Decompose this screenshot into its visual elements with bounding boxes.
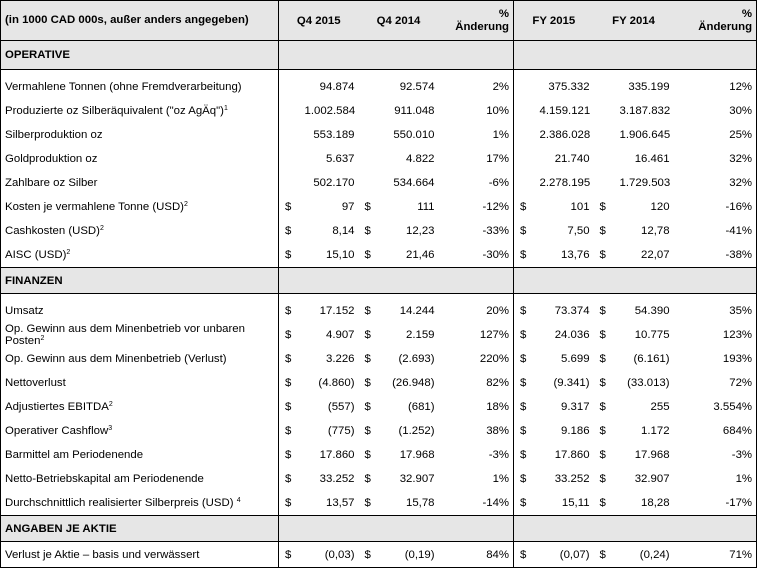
currency-sign: $ — [599, 425, 606, 437]
cell-fy-change: -41% — [674, 219, 757, 243]
row-label: Barmittel am Periodenende — [1, 443, 279, 467]
cell-q4-2014: 2.159 — [406, 329, 435, 341]
cell-q4-2014: (681) — [407, 401, 435, 413]
cell-q-change: 2% — [439, 70, 514, 100]
row-label: Umsatz — [1, 294, 279, 324]
row-label: Verlust je Aktie – basis und verwässert — [1, 542, 279, 568]
cell-fy-change: 193% — [674, 347, 757, 371]
section-title: ANGABEN JE AKTIE — [1, 516, 279, 542]
currency-sign: $ — [520, 329, 527, 341]
cell-q4-2015: 3.226 — [326, 353, 355, 365]
row-label: Vermahlene Tonnen (ohne Fremdverarbeitung) — [1, 70, 279, 100]
cell-q4-2014: 14.244 — [399, 305, 435, 317]
table-row — [1, 542, 757, 568]
row-label: Kosten je vermahlene Tonne (USD)$^2$ — [1, 195, 279, 219]
header-fy-2015: FY 2015 — [514, 1, 594, 41]
cell-q-change: 38% — [439, 419, 514, 443]
table-row — [1, 171, 757, 195]
cell-q4-2014: 911.048 — [394, 105, 435, 117]
currency-sign: $ — [359, 542, 381, 568]
cell-fy-2014: 1.172 — [641, 425, 670, 437]
cell-fy-2015: 101 — [570, 201, 590, 213]
row-label: Zahlbare oz Silber — [1, 171, 279, 195]
cell-fy-2014: (6.161) — [633, 353, 670, 365]
table-row — [1, 99, 757, 123]
cell-fy-2014: 1.729.503 — [619, 177, 671, 189]
currency-sign: $ — [520, 225, 527, 237]
cell-fy-2015: (9.341) — [553, 377, 590, 389]
cell-q4-2014: 550.010 — [393, 129, 435, 141]
table-row — [1, 491, 757, 516]
section-title: FINANZEN — [1, 268, 279, 294]
table-row — [1, 347, 757, 371]
currency-sign: $ — [364, 497, 371, 509]
cell-q4-2014: (0,19) — [381, 542, 439, 568]
section-title: OPERATIVE — [1, 41, 279, 70]
cell-q-change: 127% — [439, 323, 514, 347]
cell-fy-change: 35% — [674, 294, 757, 324]
table-row — [1, 371, 757, 395]
header-fy-change: % Änderung — [674, 1, 757, 41]
table-row — [1, 243, 757, 268]
cell-fy-2014: 1.906.645 — [619, 129, 671, 141]
cell-fy-2015: 13,76 — [561, 249, 590, 261]
header-q4-2015: Q4 2015 — [279, 1, 359, 41]
row-label: Op. Gewinn aus dem Minenbetrieb (Verlust) — [1, 347, 279, 371]
table-row — [1, 395, 757, 419]
cell-fy-change: 72% — [674, 371, 757, 395]
cell-fy-2014: 10.775 — [634, 329, 670, 341]
currency-sign: $ — [599, 449, 606, 461]
cell-fy-change: -16% — [674, 195, 757, 219]
section-finanzen — [1, 268, 757, 294]
cell-fy-2014: 22,07 — [641, 249, 670, 261]
cell-q4-2014: 15,78 — [406, 497, 435, 509]
cell-q4-2015: (557) — [327, 401, 355, 413]
currency-sign: $ — [599, 249, 606, 261]
currency-sign: $ — [599, 329, 606, 341]
cell-q4-2015: 1.002.584 — [304, 105, 356, 117]
cell-q4-2015: (4.860) — [318, 377, 355, 389]
currency-sign: $ — [279, 542, 301, 568]
cell-fy-2014: (33.013) — [627, 377, 670, 389]
cell-fy-2015: 4.159.121 — [539, 105, 591, 117]
header-label: (in 1000 CAD 000s, außer anders angegeben) — [1, 1, 279, 41]
currency-sign: $ — [279, 395, 301, 419]
currency-sign: $ — [520, 473, 527, 485]
currency-sign: $ — [514, 542, 536, 568]
table-row — [1, 195, 757, 219]
cell-q-change: -6% — [439, 171, 514, 195]
cell-q4-2015: 13,57 — [326, 497, 355, 509]
currency-sign: $ — [279, 467, 301, 491]
row-label: Durchschnittlich realisierter Silberpreis (USD) $^4$ — [1, 491, 279, 516]
cell-q-change: 220% — [439, 347, 514, 371]
row-label: Adjustiertes EBITDA$^2$ — [1, 395, 279, 419]
cell-fy-2014: 17.968 — [634, 449, 670, 461]
cell-q4-2014: (1.252) — [398, 425, 435, 437]
cell-fy-2015: 15,11 — [561, 497, 590, 509]
currency-sign: $ — [594, 542, 616, 568]
currency-sign: $ — [520, 377, 527, 389]
cell-q-change: 82% — [439, 371, 514, 395]
cell-fy-2014: 12,78 — [641, 225, 670, 237]
cell-q4-2015: 553.189 — [313, 129, 355, 141]
cell-fy-2014: 3.187.832 — [619, 105, 671, 117]
cell-q4-2014: 21,46 — [406, 249, 435, 261]
cell-q-change: 1% — [439, 123, 514, 147]
cell-fy-change: -17% — [674, 491, 757, 516]
cell-fy-2015: 5.699 — [561, 353, 590, 365]
cell-q4-2015: 4.907 — [326, 329, 355, 341]
cell-q4-2015: 5.637 — [326, 153, 355, 165]
currency-sign: $ — [520, 401, 527, 413]
currency-sign: $ — [279, 219, 301, 243]
currency-sign: $ — [364, 425, 371, 437]
cell-q4-2014: 534.664 — [393, 177, 435, 189]
cell-q-change: -14% — [439, 491, 514, 516]
currency-sign: $ — [599, 305, 606, 317]
cell-q-change: -3% — [439, 443, 514, 467]
cell-fy-2015: 9.317 — [561, 401, 590, 413]
cell-q4-2015: 94.874 — [319, 81, 355, 93]
cell-q-change: 84% — [439, 542, 514, 568]
cell-fy-2015: (0,07) — [536, 542, 594, 568]
row-label: Goldproduktion oz — [1, 147, 279, 171]
cell-q-change: 18% — [439, 395, 514, 419]
cell-q4-2015: (775) — [327, 425, 355, 437]
cell-fy-2015: 17.860 — [554, 449, 590, 461]
cell-fy-change: -3% — [674, 443, 757, 467]
row-label: Netto-Betriebskapital am Periodenende — [1, 467, 279, 491]
table-row — [1, 147, 757, 171]
cell-q4-2014: 12,23 — [406, 225, 435, 237]
currency-sign: $ — [599, 353, 606, 365]
header-row — [1, 1, 757, 41]
cell-q-change: 1% — [439, 467, 514, 491]
cell-q4-2014: 17.968 — [399, 449, 435, 461]
cell-fy-2015: 33.252 — [554, 473, 590, 485]
cell-fy-2014: 120 — [650, 201, 670, 213]
currency-sign: $ — [279, 347, 301, 371]
cell-fy-change: -38% — [674, 243, 757, 268]
cell-q4-2015: 8,14 — [332, 225, 355, 237]
cell-fy-change: 32% — [674, 147, 757, 171]
header-fy-2014: FY 2014 — [594, 1, 674, 41]
currency-sign: $ — [364, 449, 371, 461]
currency-sign: $ — [279, 243, 301, 268]
currency-sign: $ — [279, 294, 301, 324]
currency-sign: $ — [279, 443, 301, 467]
currency-sign: $ — [520, 449, 527, 461]
table-row — [1, 294, 757, 324]
cell-fy-2015: 2.386.028 — [539, 129, 591, 141]
cell-fy-2015: 2.278.195 — [539, 177, 591, 189]
cell-fy-2015: 24.036 — [554, 329, 590, 341]
row-label: Cashkosten (USD)$^2$ — [1, 219, 279, 243]
cell-fy-2015: 21.740 — [554, 153, 590, 165]
cell-q4-2014: 111 — [417, 201, 435, 213]
cell-fy-change: 123% — [674, 323, 757, 347]
row-label: Op. Gewinn aus dem Minenbetrieb vor unbaren Posten$^2$ — [1, 323, 279, 347]
cell-q-change: -12% — [439, 195, 514, 219]
cell-q4-2014: (2.693) — [398, 353, 435, 365]
table-row — [1, 219, 757, 243]
currency-sign: $ — [599, 225, 606, 237]
row-label: Silberproduktion oz — [1, 123, 279, 147]
cell-q4-2015: 15,10 — [326, 249, 355, 261]
cell-fy-2014: 54.390 — [634, 305, 670, 317]
currency-sign: $ — [279, 323, 301, 347]
cell-q4-2015: 502.170 — [313, 177, 355, 189]
cell-fy-change: 25% — [674, 123, 757, 147]
cell-q4-2015: (0,03) — [301, 542, 359, 568]
cell-q-change: 17% — [439, 147, 514, 171]
section-aktie — [1, 516, 757, 542]
cell-q4-2014: 4.822 — [406, 153, 435, 165]
header-q-change: % Änderung — [439, 1, 514, 41]
cell-q-change: 10% — [439, 99, 514, 123]
cell-q4-2015: 17.860 — [319, 449, 355, 461]
cell-fy-change: 3.554% — [674, 395, 757, 419]
cell-q-change: -30% — [439, 243, 514, 268]
cell-fy-2014: (0,24) — [616, 542, 674, 568]
currency-sign: $ — [364, 377, 371, 389]
cell-fy-2015: 73.374 — [554, 305, 590, 317]
cell-q4-2015: 17.152 — [319, 305, 355, 317]
table-row — [1, 419, 757, 443]
cell-q4-2014: 32.907 — [399, 473, 435, 485]
row-label: Produzierte oz Silberäquivalent ("oz AgÄq")$^1$ — [1, 99, 279, 123]
section-operative — [1, 41, 757, 70]
currency-sign: $ — [520, 497, 527, 509]
cell-fy-change: 71% — [674, 542, 757, 568]
header-q4-2014: Q4 2014 — [359, 1, 439, 41]
currency-sign: $ — [520, 249, 527, 261]
currency-sign: $ — [599, 473, 606, 485]
table-row — [1, 467, 757, 491]
row-label: AISC (USD)$^2$ — [1, 243, 279, 268]
currency-sign: $ — [364, 305, 371, 317]
cell-fy-2014: 18,28 — [641, 497, 670, 509]
currency-sign: $ — [279, 195, 301, 219]
cell-q-change: -33% — [439, 219, 514, 243]
currency-sign: $ — [364, 473, 371, 485]
cell-fy-2014: 335.199 — [628, 81, 670, 93]
table-row — [1, 323, 757, 347]
cell-fy-2015: 7,50 — [567, 225, 590, 237]
cell-q4-2015: 33.252 — [319, 473, 355, 485]
currency-sign: $ — [520, 201, 527, 213]
currency-sign: $ — [599, 201, 606, 213]
cell-fy-2015: 375.332 — [548, 81, 590, 93]
currency-sign: $ — [279, 419, 301, 443]
cell-q-change: 20% — [439, 294, 514, 324]
cell-fy-change: 684% — [674, 419, 757, 443]
cell-q4-2014: 92.574 — [399, 81, 435, 93]
currency-sign: $ — [364, 329, 371, 341]
cell-fy-change: 12% — [674, 70, 757, 100]
currency-sign: $ — [599, 377, 606, 389]
cell-q4-2015: 97 — [341, 201, 355, 213]
currency-sign: $ — [279, 491, 301, 516]
cell-fy-change: 32% — [674, 171, 757, 195]
cell-fy-change: 1% — [674, 467, 757, 491]
currency-sign: $ — [364, 401, 371, 413]
cell-fy-2015: 9.186 — [561, 425, 590, 437]
currency-sign: $ — [364, 353, 371, 365]
currency-sign: $ — [364, 249, 371, 261]
table-row — [1, 443, 757, 467]
table-row — [1, 70, 757, 100]
currency-sign: $ — [364, 201, 371, 213]
cell-q4-2014: (26.948) — [392, 377, 435, 389]
currency-sign: $ — [520, 305, 527, 317]
currency-sign: $ — [364, 225, 371, 237]
row-label: Operativer Cashflow$^3$ — [1, 419, 279, 443]
cell-fy-2014: 32.907 — [634, 473, 670, 485]
currency-sign: $ — [520, 353, 527, 365]
currency-sign: $ — [599, 401, 606, 413]
currency-sign: $ — [599, 497, 606, 509]
currency-sign: $ — [279, 371, 301, 395]
currency-sign: $ — [520, 425, 527, 437]
cell-fy-2014: 16.461 — [634, 153, 670, 165]
cell-fy-2014: 255 — [650, 401, 670, 413]
cell-fy-change: 30% — [674, 99, 757, 123]
row-label: Nettoverlust — [1, 371, 279, 395]
table-row — [1, 123, 757, 147]
